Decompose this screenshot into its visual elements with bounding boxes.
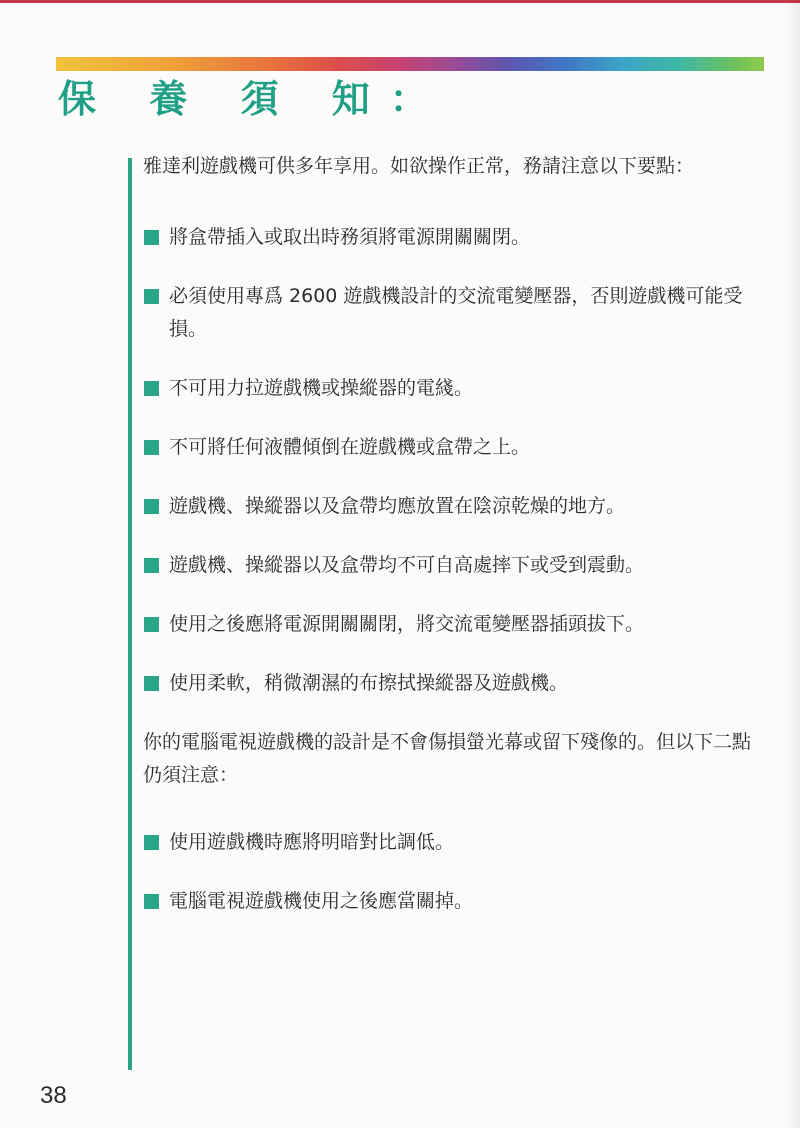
square-bullet-icon xyxy=(144,440,159,455)
list-item xyxy=(143,667,763,700)
display-care-list xyxy=(143,826,763,918)
square-bullet-icon xyxy=(144,558,159,573)
page-title: 保 養 須 知： xyxy=(58,77,448,121)
display-note-paragraph: 你的電腦電視遊戲機的設計是不會傷損螢光幕或留下殘像的。但以下二點仍須注意： xyxy=(143,731,752,786)
list-item-text: 將盒帶插入或取出時務須將電源開關關閉。 xyxy=(169,226,531,248)
side-rule xyxy=(128,158,132,1070)
top-edge xyxy=(0,0,800,3)
square-bullet-icon xyxy=(144,381,159,396)
square-bullet-icon xyxy=(144,230,159,245)
content xyxy=(143,150,763,944)
list-item-text: 使用柔軟，稍微潮濕的布擦拭操縱器及遊戲機。 xyxy=(169,672,569,694)
square-bullet-icon xyxy=(144,617,159,632)
list-item-text: 電腦電視遊戲機使用之後應當關掉。 xyxy=(169,890,474,912)
square-bullet-icon xyxy=(144,835,159,850)
page-edge-shadow xyxy=(786,0,800,1128)
list-item xyxy=(143,826,763,859)
list-item xyxy=(143,490,763,523)
list-item-text: 使用之後應將電源開關關閉，將交流電變壓器插頭拔下。 xyxy=(169,613,645,635)
rainbow-header-bar xyxy=(56,57,764,71)
list-item-text: 使用遊戲機時應將明暗對比調低。 xyxy=(169,831,455,853)
list-item xyxy=(143,280,763,346)
list-item xyxy=(143,372,763,405)
list-item xyxy=(143,885,763,918)
list-item-text: 不可用力拉遊戲機或操縱器的電綫。 xyxy=(169,377,474,399)
square-bullet-icon xyxy=(144,894,159,909)
intro-paragraph: 雅達利遊戲機可供多年享用。如欲操作正常，務請注意以下要點： xyxy=(143,155,695,177)
page-number: 38 xyxy=(40,1082,67,1109)
list-item-text: 遊戲機、操縱器以及盒帶均應放置在陰涼乾燥的地方。 xyxy=(169,495,626,517)
square-bullet-icon xyxy=(144,499,159,514)
care-list xyxy=(143,221,763,700)
list-item-text: 必須使用專爲 2600 遊戲機設計的交流電變壓器，否則遊戲機可能受損。 xyxy=(169,285,743,340)
list-item-text: 遊戲機、操縱器以及盒帶均不可自高處摔下或受到震動。 xyxy=(169,554,645,576)
list-item xyxy=(143,549,763,582)
square-bullet-icon xyxy=(144,289,159,304)
list-item xyxy=(143,431,763,464)
list-item xyxy=(143,608,763,641)
list-item-text: 不可將任何液體傾倒在遊戲機或盒帶之上。 xyxy=(169,436,531,458)
square-bullet-icon xyxy=(144,676,159,691)
list-item xyxy=(143,221,763,254)
